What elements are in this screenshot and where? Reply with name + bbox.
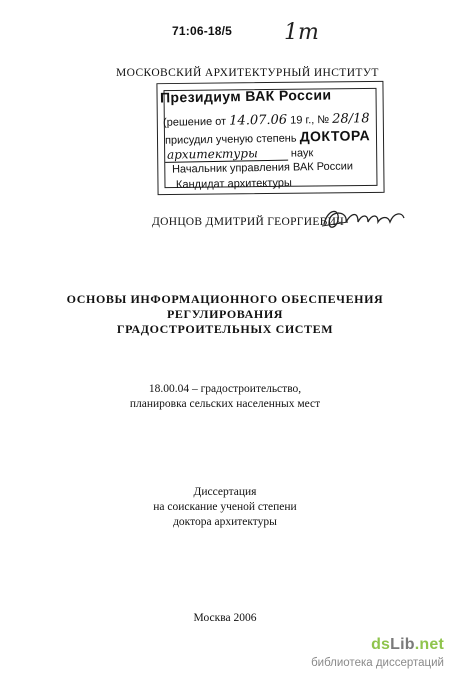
stamp-head-label: Начальник управления ВАК России [171,160,354,176]
signature [318,204,410,234]
watermark-logo-ds: ds [371,636,391,653]
stamp-decision-suffix: г., № [305,113,330,127]
stamp-award-degree: ДОКТОРА [299,127,371,145]
stamp-decision-date: 14.07.06 [229,112,288,129]
stamp-science-handwritten: архитектуры [165,146,288,163]
watermark-logo-net: .net [414,636,444,653]
archive-code: 71:06-18/5 [172,24,233,38]
specialty-line-2: планировка сельских населенных мест [129,398,321,410]
dissertation-label: Диссертация [193,486,257,498]
city-year: Москва 2006 [193,612,257,624]
thesis-title-line-1: ОСНОВЫ ИНФОРМАЦИОННОГО ОБЕСПЕЧЕНИЯ [66,292,384,306]
stamp-decision-prefix: (решение от [162,115,227,129]
specialty-line-1: 18.00.04 – градостроительство, [148,383,302,395]
degree-name-line: доктора архитектуры [173,516,277,528]
degree-purpose-line: на соискание ученой степени [153,501,297,513]
author-name: ДОНЦОВ ДМИТРИЙ ГЕОРГИЕВИЧ [152,216,345,228]
stamp-science-suffix: наук [290,147,314,160]
stamp-award-prefix: присудил ученую степень [164,132,297,147]
handwritten-mark: 1т [284,20,319,45]
stamp-title: Президиум ВАК России [159,86,332,106]
stamp-candidate-label: Кандидат архитектуры [175,176,292,192]
stamp-decision-number: 28/18 [332,111,370,127]
watermark-logo[interactable] [352,636,444,654]
watermark-subtitle: библиотека диссертаций [311,657,444,669]
thesis-title-line-3: ГРАДОСТРОИТЕЛЬНЫХ СИСТЕМ [116,322,334,336]
stamp-decision-year: 19 [290,114,303,127]
watermark-logo-lib: Lib [390,636,415,653]
thesis-title-line-2: РЕГУЛИРОВАНИЯ [166,307,284,321]
institute-name: МОСКОВСКИЙ АРХИТЕКТУРНЫЙ ИНСТИТУТ [116,67,379,79]
